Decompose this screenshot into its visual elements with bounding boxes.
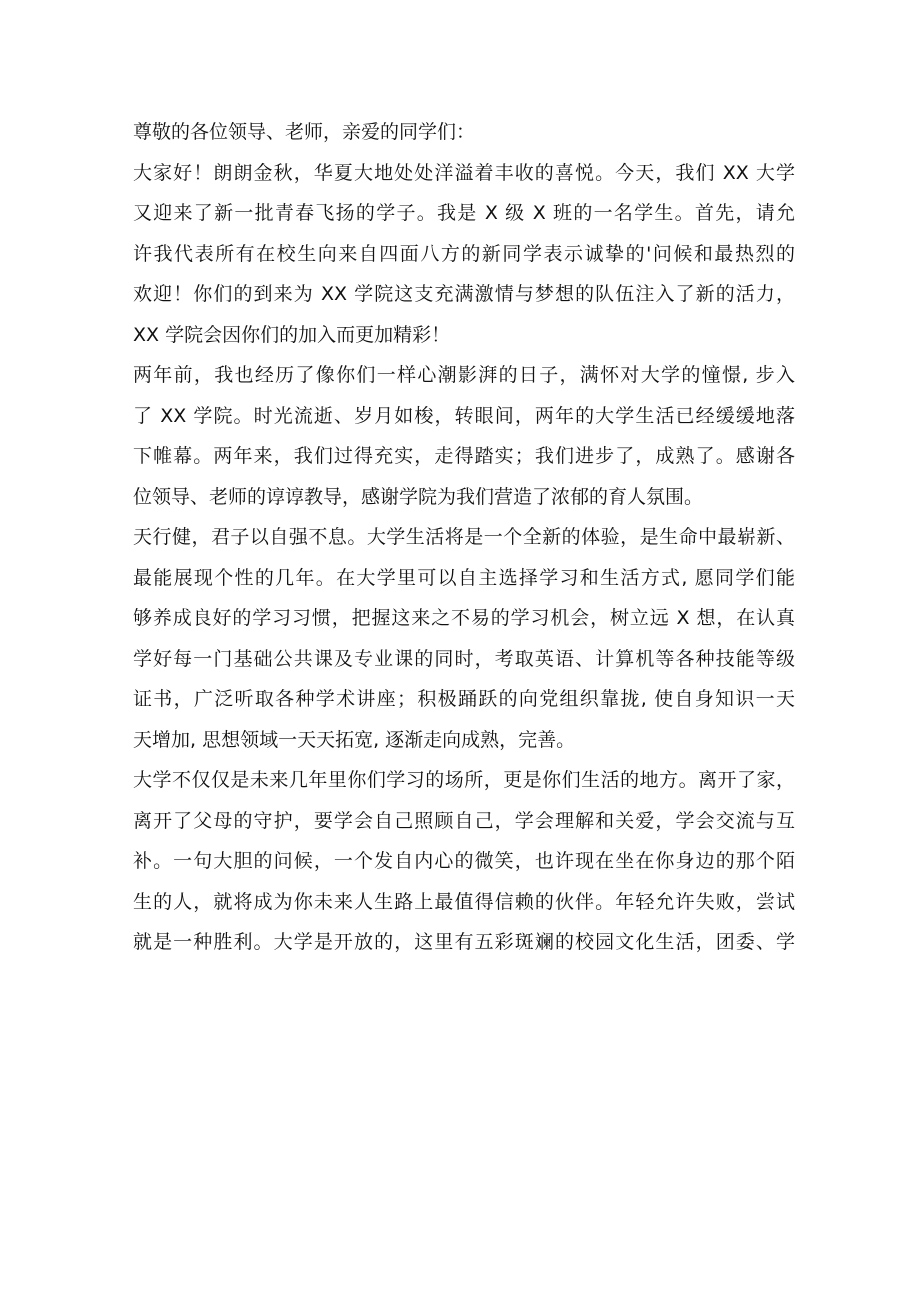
text-line: 补。一句大胆的问候，一个发自内心的微笑，也许现在坐在你身边的那个陌 <box>133 850 795 872</box>
speech-text <box>133 112 795 963</box>
text-line: 位领导、老师的谆谆教导，感谢学院为我们营造了浓郁的育人氛围。 <box>133 485 704 508</box>
text-line: 够养成良好的学习习惯，把握这来之不易的学习机会，树立远 X 想，在认真 <box>133 607 795 629</box>
paragraph-2 <box>133 355 795 517</box>
text-line: 大家好！朗朗金秋，华夏大地处处洋溢着丰收的喜悦。今天，我们 XX 大学 <box>133 161 795 184</box>
text-line: 欢迎！你们的到来为 XX 学院这支充满激情与梦想的队伍注入了新的活力， <box>133 283 795 305</box>
text-line: XX 学院会因你们的加入而更加精彩！ <box>133 323 451 346</box>
salutation: 尊敬的各位领导、老师，亲爱的同学们： <box>133 121 476 143</box>
text-line: 天增加, 思想领域一天天拓宽, 逐渐走向成熟，完善。 <box>133 728 576 751</box>
text-line: 又迎来了新一批青春飞扬的学子。我是 X 级 X 班的一名学生。首先，请允 <box>133 202 795 224</box>
text-line: 了 XX 学院。时光流逝、岁月如梭，转眼间，两年的大学生活已经缓缓地落 <box>133 404 795 427</box>
text-line: 就是一种胜利。大学是开放的，这里有五彩斑斓的校园文化生活，团委、学 <box>133 931 795 953</box>
text-line: 许我代表所有在校生向来自四面八方的新同学表示诚挚的'问候和最热烈的 <box>133 242 795 265</box>
text-line: 大学不仅仅是未来几年里你们学习的场所，更是你们生活的地方。离开了家， <box>133 769 795 791</box>
text-line: 学好每一门基础公共课及专业课的同时，考取英语、计算机等各种技能等级 <box>133 647 795 670</box>
text-line: 生的人，就将成为你未来人生路上最值得信赖的伙伴。年轻允许失败，尝试 <box>133 890 795 913</box>
text-line: 天行健，君子以自强不息。大学生活将是一个全新的体验，是生命中最崭新、 <box>133 526 795 548</box>
text-line: 两年前，我也经历了像你们一样心潮影湃的日子，满怀对大学的憧憬, 步入 <box>133 364 795 386</box>
paragraph-1 <box>133 153 795 356</box>
paragraph-4 <box>133 760 795 963</box>
paragraph-3 <box>133 517 795 760</box>
text-line: 最能展现个性的几年。在大学里可以自主选择学习和生活方式, 愿同学们能 <box>133 566 795 589</box>
text-line: 离开了父母的守护，要学会自己照顾自己，学会理解和关爱，学会交流与互 <box>133 809 795 832</box>
text-line: 证书，广泛听取各种学术讲座；积极踊跃的向党组织靠拢, 使自身知识一天 <box>133 688 795 710</box>
text-line: 下帷幕。两年来，我们过得充实，走得踏实；我们进步了，成熟了。感谢各 <box>133 445 795 467</box>
